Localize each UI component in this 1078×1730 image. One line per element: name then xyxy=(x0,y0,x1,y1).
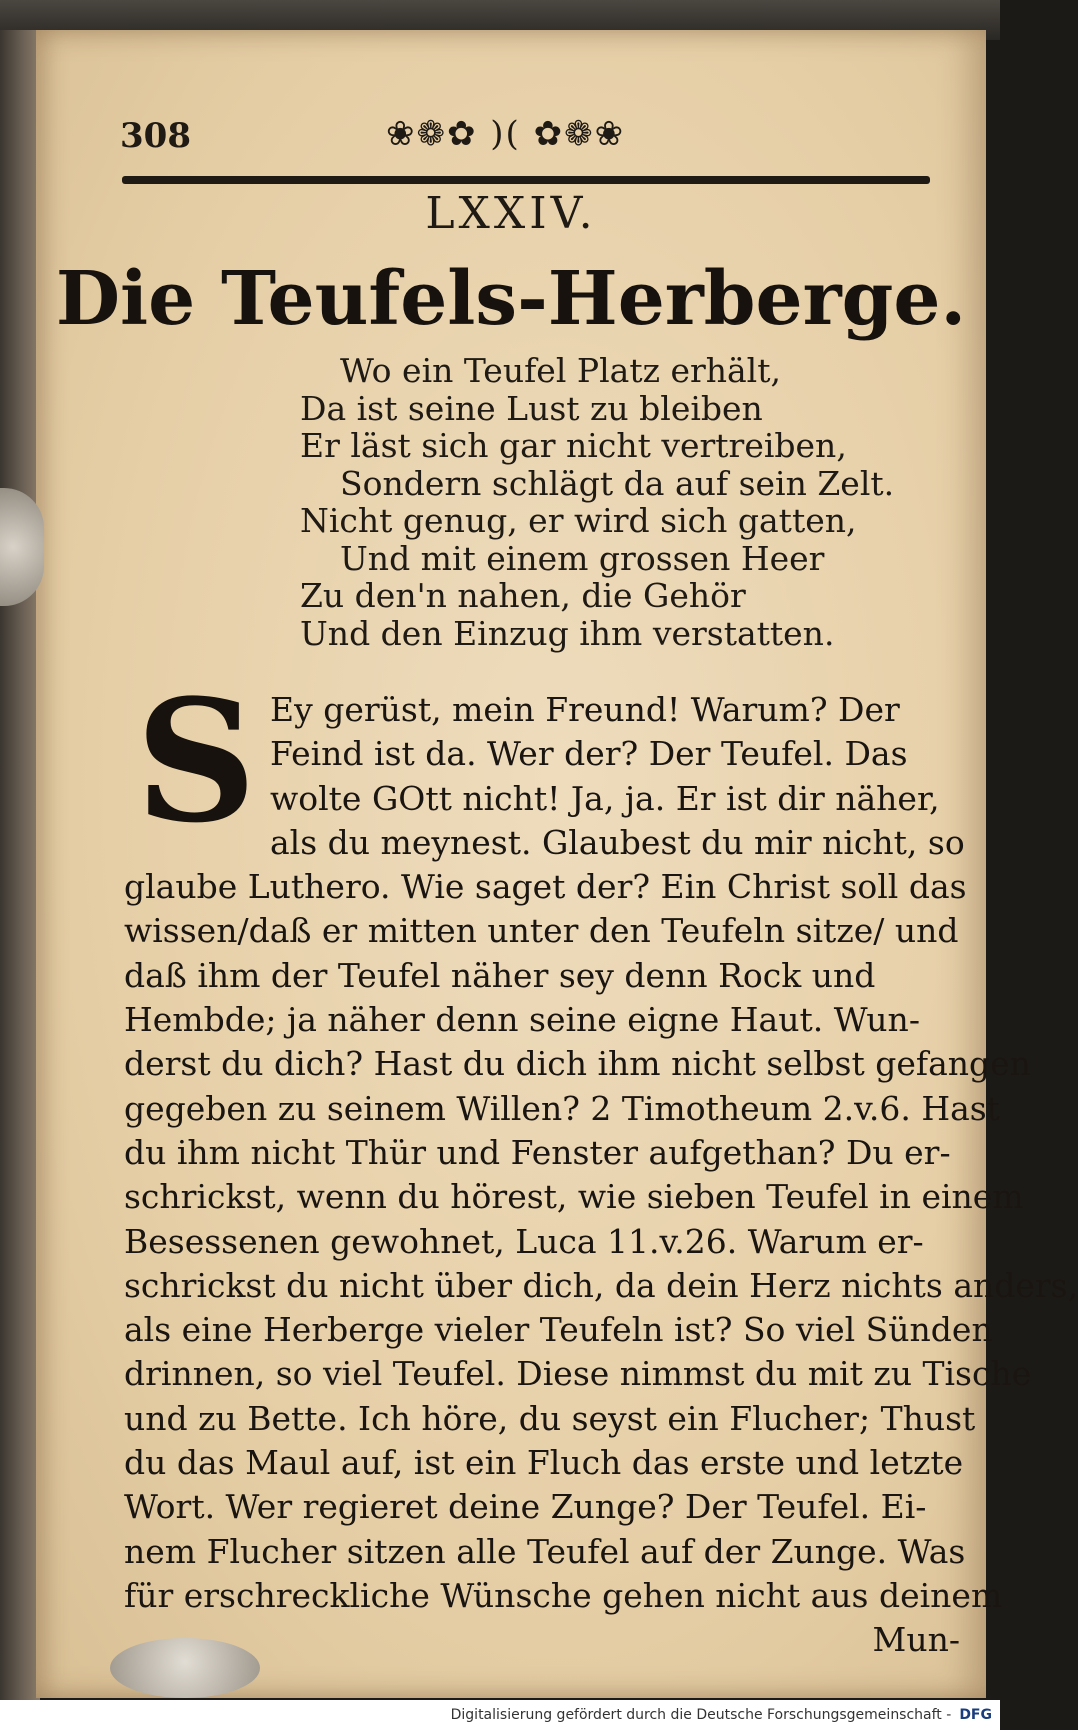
prose-line: wolte GOtt nicht! Ja, ja. Er ist dir näher, xyxy=(270,778,940,818)
prose-line: derst du dich? Hast du dich ihm nicht selbst gefangen xyxy=(124,1044,1031,1084)
poem-line: Zu den'n nahen, die Gehör xyxy=(300,576,746,615)
prose-line: als du meynest. Glaubest du mir nicht, so xyxy=(270,822,965,862)
poem-line: Und den Einzug ihm verstatten. xyxy=(300,613,835,653)
prose-line: Besessenen gewohnet, Luca 11.v.26. Warum er- xyxy=(124,1221,924,1261)
prose-body xyxy=(124,662,1078,1663)
prose-line: gegeben zu seinem Willen? 2 Timotheum 2.v.6. Hast xyxy=(124,1088,1000,1128)
poem-line: Da ist seine Lust zu bleiben xyxy=(300,388,763,428)
poem-line: Er läst sich gar nicht vertreiben, xyxy=(300,426,847,465)
dfg-logo: DFG xyxy=(959,1707,992,1723)
page-header xyxy=(86,116,926,176)
prose-line: du ihm nicht Thür und Fenster aufgethan? Du er- xyxy=(124,1132,951,1172)
prose-line: daß ihm der Teufel näher sey denn Rock und xyxy=(124,955,876,995)
header-rule xyxy=(122,176,930,184)
prose-line: schrickst, wenn du hörest, wie sieben Teufel in einem xyxy=(124,1177,1024,1217)
prose-line: Hembde; ja näher denn seine eigne Haut. Wun- xyxy=(124,1000,920,1040)
prose-line: Feind ist da. Wer der? Der Teufel. Das xyxy=(270,734,908,774)
book-edge-left xyxy=(0,30,40,1730)
prose-line: schrickst du nicht über dich, da dein Herz nichts anders, xyxy=(124,1265,1078,1305)
poem-line: Und mit einem grossen Heer xyxy=(340,538,825,578)
prose-line: Wort. Wer regieret deine Zunge? Der Teufel. Ei- xyxy=(124,1487,927,1527)
poem-line: Wo ein Teufel Platz erhält, xyxy=(340,351,781,390)
prose-line: Ey gerüst, mein Freund! Warum? Der xyxy=(270,690,900,729)
chapter-title: Die Teufels-Herberge. xyxy=(55,256,967,342)
prose-line: wissen/daß er mitten unter den Teufeln sitze/ und xyxy=(124,911,959,951)
poem-line: Nicht genug, er wird sich gatten, xyxy=(300,501,857,540)
prose-line: nem Flucher sitzen alle Teufel auf der Zunge. Was xyxy=(124,1531,966,1571)
footer-credit: Digitalisierung gefördert durch die Deutsche Forschungsgemeinschaft - xyxy=(450,1707,952,1723)
digitization-footer xyxy=(0,1700,1000,1730)
prose-line: drinnen, so viel Teufel. Diese nimmst du mit zu Tische xyxy=(124,1354,1032,1394)
drop-cap: S xyxy=(135,662,257,860)
poem-line: Sondern schlägt da auf sein Zelt. xyxy=(340,463,895,503)
prose-line: als eine Herberge vieler Teufeln ist? So viel Sünden xyxy=(124,1310,993,1350)
prose-line: du das Maul auf, ist ein Fluch das erste und letzte xyxy=(124,1443,964,1483)
catchword: Mun- xyxy=(872,1620,960,1660)
prose-line: und zu Bette. Ich höre, du seyst ein Flucher; Thust xyxy=(124,1398,976,1438)
prose-line: glaube Luthero. Wie saget der? Ein Christ soll das xyxy=(124,867,967,907)
chapter-number: LXXIV. xyxy=(425,188,597,239)
page-number: 308 xyxy=(120,116,191,156)
poem xyxy=(300,352,920,652)
header-ornament: ❀❁✿ )( ✿❁❀ xyxy=(386,114,626,154)
prose-line: für erschreckliche Wünsche gehen nicht aus deinem xyxy=(124,1575,1003,1615)
